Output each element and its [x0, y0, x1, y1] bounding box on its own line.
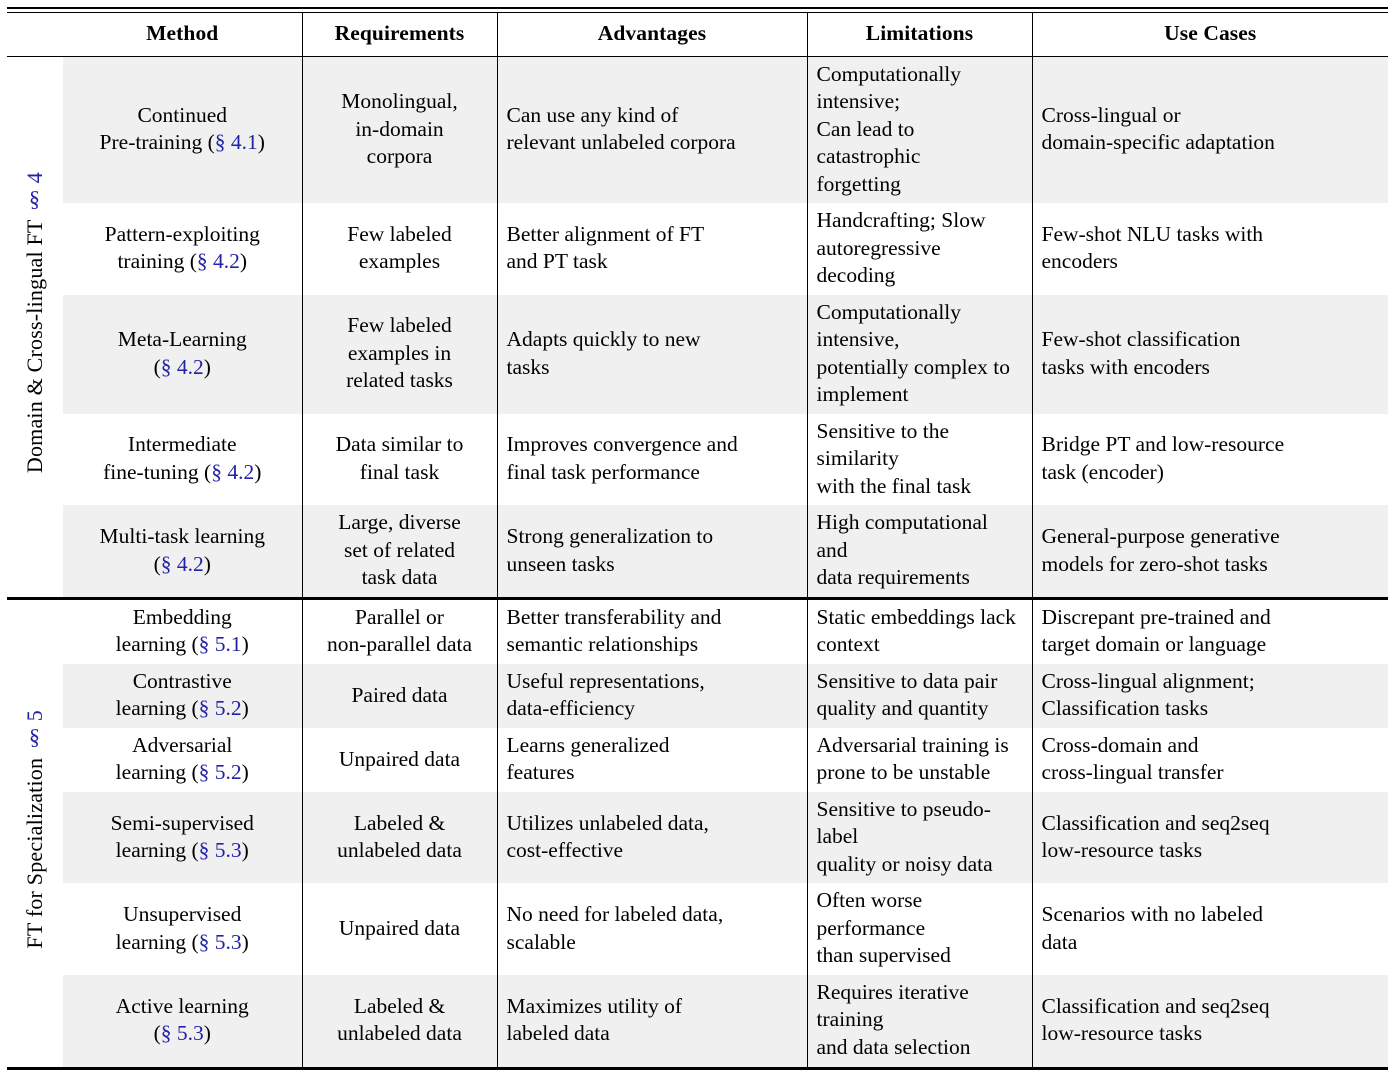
cell-method-line: Pattern-exploiting [104, 221, 260, 246]
cell-method-line: learning (§ 5.3) [115, 838, 249, 863]
table-row [7, 57, 1388, 204]
cell-method [63, 414, 302, 506]
cell-limitations [807, 728, 1032, 792]
cell-use-cases-line: data [1041, 929, 1078, 954]
cell-advantages-line: Better alignment of FT [506, 221, 705, 246]
cell-method [63, 203, 302, 295]
cell-limitations [807, 792, 1032, 884]
cell-limitations [807, 975, 1032, 1067]
cell-requirements-line: unlabeled data [337, 1021, 462, 1046]
cell-advantages-line: final task performance [506, 459, 700, 484]
cell-method-line: Contrastive [132, 668, 232, 693]
table-row [7, 295, 1388, 414]
cell-advantages-line: Adapts quickly to new [506, 327, 701, 352]
cell-advantages-line: features [506, 760, 575, 785]
cell-limitations [807, 664, 1032, 728]
cell-limitations-line: autoregressive decoding [816, 235, 941, 288]
cell-limitations-line: Adversarial training is [816, 732, 1009, 757]
table-row [7, 600, 1388, 664]
cell-use-cases [1032, 414, 1388, 506]
cell-advantages [497, 203, 807, 295]
cell-limitations-line: Computationally intensive, [816, 299, 962, 352]
cell-method-line: Meta-Learning [117, 327, 247, 352]
table-row [7, 975, 1388, 1067]
cell-requirements [302, 664, 497, 728]
cell-method-line: (§ 5.3) [153, 1021, 211, 1046]
method-section-reference[interactable]: § 4.2 [160, 354, 204, 379]
section-side-label-text: FT for Specialization § 5 [22, 710, 47, 949]
cell-method-line: Pre-training (§ 4.1) [99, 130, 265, 155]
cell-use-cases [1032, 295, 1388, 414]
cell-use-cases-line: target domain or language [1041, 632, 1267, 657]
section-domain-crosslingual [7, 57, 1388, 597]
cell-requirements-line: Labeled & [353, 993, 446, 1018]
cell-limitations-line: context [816, 632, 880, 657]
cell-use-cases-line: Few-shot NLU tasks with [1041, 221, 1264, 246]
cell-method-line: Unsupervised [123, 902, 242, 927]
method-section-reference[interactable]: § 4.2 [211, 459, 255, 484]
cell-limitations-line: Requires iterative training [816, 979, 969, 1032]
cell-limitations [807, 883, 1032, 975]
cell-limitations-line: and data selection [816, 1035, 971, 1059]
cell-use-cases-line: Cross-lingual or [1041, 102, 1181, 127]
method-section-reference[interactable]: § 5.3 [198, 929, 242, 954]
section-reference[interactable]: § 5 [22, 710, 47, 753]
cell-method-line: fine-tuning (§ 4.2) [103, 459, 262, 484]
cell-use-cases [1032, 728, 1388, 792]
cell-use-cases-line: low-resource tasks [1041, 838, 1203, 863]
cell-method [63, 664, 302, 728]
cell-method-line: learning (§ 5.2) [115, 696, 249, 721]
cell-advantages [497, 975, 807, 1067]
cell-limitations [807, 600, 1032, 664]
cell-use-cases-line: Few-shot classification [1041, 327, 1241, 352]
cell-requirements-line: Parallel or [355, 604, 444, 629]
cell-use-cases [1032, 664, 1388, 728]
cell-advantages [497, 664, 807, 728]
table-row [7, 883, 1388, 975]
table-row [7, 505, 1388, 597]
cell-requirements-line: related tasks [346, 368, 453, 393]
cell-method-line: Intermediate [127, 432, 237, 457]
cell-requirements-line: examples in [347, 340, 452, 365]
cell-requirements-line: Unpaired data [338, 915, 461, 940]
cell-use-cases-line: Cross-domain and [1041, 732, 1199, 757]
cell-method-line: Multi-task learning [99, 523, 265, 548]
cell-advantages [497, 57, 807, 204]
cell-use-cases [1032, 600, 1388, 664]
cell-method-line: Adversarial [132, 732, 233, 757]
header-row [7, 13, 1388, 56]
cell-advantages-line: relevant unlabeled corpora [506, 130, 736, 155]
cell-method [63, 883, 302, 975]
cell-requirements-line: in-domain [355, 116, 444, 141]
section-ft-specialization [7, 600, 1388, 1067]
method-section-reference[interactable]: § 5.3 [198, 838, 242, 863]
cell-method-line: Continued [137, 102, 228, 127]
cell-limitations-line: Often worse performance [816, 888, 926, 940]
cell-use-cases-line: tasks with encoders [1041, 354, 1210, 379]
section-1-rows [7, 600, 1388, 1067]
cell-requirements-line: Monolingual, [341, 89, 458, 114]
cell-use-cases-line: low-resource tasks [1041, 1021, 1203, 1046]
cell-advantages-line: scalable [506, 929, 576, 954]
cell-advantages-line: semantic relationships [506, 632, 699, 657]
header-side-spacer [7, 13, 63, 56]
section-0-rows [7, 57, 1388, 597]
cell-method [63, 600, 302, 664]
column-header-advantages: Advantages [497, 13, 807, 56]
cell-use-cases-line: General-purpose generative [1041, 523, 1280, 548]
cell-limitations-line: with the final task [816, 473, 972, 498]
cell-use-cases [1032, 883, 1388, 975]
cell-method-line: Embedding [132, 604, 232, 629]
cell-method-line: learning (§ 5.2) [115, 760, 249, 785]
cell-limitations [807, 295, 1032, 414]
cell-use-cases-line: Classification and seq2seq [1041, 810, 1270, 835]
cell-advantages-line: labeled data [506, 1021, 610, 1046]
fine-tuning-methods-table [7, 13, 1388, 56]
cell-advantages-line: Learns generalized [506, 732, 670, 757]
cell-requirements [302, 203, 497, 295]
cell-advantages [497, 295, 807, 414]
cell-requirements [302, 883, 497, 975]
method-section-reference[interactable]: § 5.3 [160, 1021, 204, 1046]
cell-advantages [497, 414, 807, 506]
cell-limitations-line: potentially complex to [816, 354, 1010, 379]
section-side-label [7, 57, 63, 597]
cell-use-cases-line: Classification and seq2seq [1041, 993, 1270, 1018]
cell-advantages-line: and PT task [506, 249, 608, 274]
cell-requirements [302, 600, 497, 664]
cell-use-cases [1032, 505, 1388, 597]
method-section-reference[interactable]: § 4.2 [196, 249, 240, 274]
cell-limitations-line: High computational and [816, 510, 988, 562]
cell-limitations-line: data requirements [816, 565, 970, 590]
cell-use-cases [1032, 203, 1388, 295]
cell-advantages-line: Useful representations, [506, 668, 705, 693]
cell-requirements-line: Few labeled [347, 313, 452, 338]
cell-requirements [302, 505, 497, 597]
cell-use-cases-line: Classification tasks [1041, 696, 1209, 721]
cell-advantages-line: Improves convergence and [506, 432, 738, 457]
cell-requirements-line: non-parallel data [326, 632, 473, 657]
cell-use-cases-line: models for zero-shot tasks [1041, 551, 1268, 576]
cell-advantages-line: Utilizes unlabeled data, [506, 810, 709, 835]
cell-requirements [302, 975, 497, 1067]
cell-requirements-line: Large, diverse [338, 510, 461, 535]
cell-limitations-line: quality and quantity [816, 696, 989, 721]
cell-limitations-line: Static embeddings lack [816, 604, 1016, 629]
cell-requirements [302, 728, 497, 792]
cell-method [63, 975, 302, 1067]
method-section-reference[interactable]: § 5.2 [198, 760, 242, 785]
cell-requirements [302, 414, 497, 506]
table-row [7, 414, 1388, 506]
table-row [7, 664, 1388, 728]
cell-limitations [807, 203, 1032, 295]
cell-advantages [497, 792, 807, 884]
method-section-reference[interactable]: § 5.1 [198, 632, 242, 657]
cell-limitations [807, 505, 1032, 597]
cell-limitations-line: Can lead to catastrophic [816, 116, 921, 169]
cell-requirements-line: task data [361, 565, 438, 590]
cell-requirements-line: examples [358, 249, 441, 274]
method-section-reference[interactable]: § 5.2 [198, 696, 242, 721]
cell-method [63, 505, 302, 597]
cell-requirements [302, 295, 497, 414]
cell-advantages-line: data-efficiency [506, 696, 636, 721]
cell-limitations-line: Sensitive to pseudo-label [816, 796, 991, 849]
cell-advantages-line: No need for labeled data, [506, 902, 724, 927]
method-section-reference[interactable]: § 4.2 [160, 551, 204, 576]
cell-use-cases [1032, 975, 1388, 1067]
cell-advantages [497, 505, 807, 597]
cell-requirements-line: corpora [366, 144, 433, 169]
cell-limitations-line: Sensitive to data pair [816, 668, 998, 693]
table-bottom-rule [7, 1067, 1388, 1070]
section-side-label-text: Domain & Cross-lingual FT § 4 [22, 172, 47, 474]
section-reference[interactable]: § 4 [22, 172, 47, 215]
cell-limitations [807, 57, 1032, 204]
cell-use-cases [1032, 57, 1388, 204]
cell-requirements-line: final task [359, 459, 440, 484]
cell-use-cases-line: cross-lingual transfer [1041, 760, 1224, 785]
cell-method-line: (§ 4.2) [153, 551, 211, 576]
cell-requirements [302, 57, 497, 204]
cell-requirements [302, 792, 497, 884]
cell-limitations-line: implement [816, 382, 909, 407]
cell-method-line: (§ 4.2) [153, 354, 211, 379]
cell-method [63, 792, 302, 884]
cell-method-line: learning (§ 5.3) [115, 929, 249, 954]
cell-advantages-line: Better transferability and [506, 604, 722, 629]
cell-method [63, 728, 302, 792]
cell-use-cases-line: domain-specific adaptation [1041, 130, 1275, 155]
cell-advantages-line: Maximizes utility of [506, 993, 683, 1018]
cell-use-cases-line: encoders [1041, 249, 1118, 274]
cell-advantages-line: tasks [506, 354, 550, 379]
cell-use-cases-line: Scenarios with no labeled [1041, 902, 1264, 927]
cell-use-cases-line: task (encoder) [1041, 459, 1164, 484]
cell-requirements-line: Paired data [351, 682, 448, 707]
cell-requirements-line: unlabeled data [337, 838, 462, 863]
cell-advantages [497, 883, 807, 975]
column-header-use-cases: Use Cases [1032, 13, 1388, 56]
method-section-reference[interactable]: § 4.1 [214, 130, 258, 155]
column-header-requirements: Requirements [302, 13, 497, 56]
survey-table-container [0, 7, 1395, 1070]
cell-use-cases [1032, 792, 1388, 884]
cell-method-line: Active learning [115, 993, 249, 1018]
cell-limitations-line: prone to be unstable [816, 760, 991, 785]
cell-limitations-line: than supervised [816, 943, 951, 968]
cell-method-line: training (§ 4.2) [117, 249, 248, 274]
cell-use-cases-line: Bridge PT and low-resource [1041, 432, 1285, 457]
cell-advantages-line: Can use any kind of [506, 102, 679, 127]
cell-limitations-line: Sensitive to the similarity [816, 418, 950, 471]
cell-advantages [497, 728, 807, 792]
cell-advantages-line: Strong generalization to [506, 523, 714, 548]
cell-requirements-line: set of related [343, 537, 456, 562]
cell-limitations-line: Handcrafting; Slow [816, 208, 986, 233]
table-row [7, 203, 1388, 295]
table-row [7, 792, 1388, 884]
table-header [7, 13, 1388, 56]
cell-limitations-line: forgetting [816, 171, 901, 196]
cell-method [63, 295, 302, 414]
table-row [7, 728, 1388, 792]
cell-advantages [497, 600, 807, 664]
cell-use-cases-line: Cross-lingual alignment; [1041, 668, 1255, 693]
cell-requirements-line: Data similar to [335, 432, 464, 457]
cell-requirements-line: Unpaired data [338, 746, 461, 771]
cell-method-line: Semi-supervised [110, 810, 254, 835]
cell-method-line: learning (§ 5.1) [115, 632, 249, 657]
cell-advantages-line: unseen tasks [506, 551, 615, 576]
cell-limitations [807, 414, 1032, 506]
cell-limitations-line: quality or noisy data [816, 851, 993, 876]
cell-use-cases-line: Discrepant pre-trained and [1041, 604, 1271, 629]
column-header-limitations: Limitations [807, 13, 1032, 56]
cell-limitations-line: Computationally intensive; [816, 61, 962, 114]
cell-requirements-line: Labeled & [353, 810, 446, 835]
cell-advantages-line: cost-effective [506, 838, 624, 863]
cell-method [63, 57, 302, 204]
column-header-method: Method [146, 20, 219, 45]
cell-requirements-line: Few labeled [347, 221, 452, 246]
section-side-label [7, 600, 63, 1067]
